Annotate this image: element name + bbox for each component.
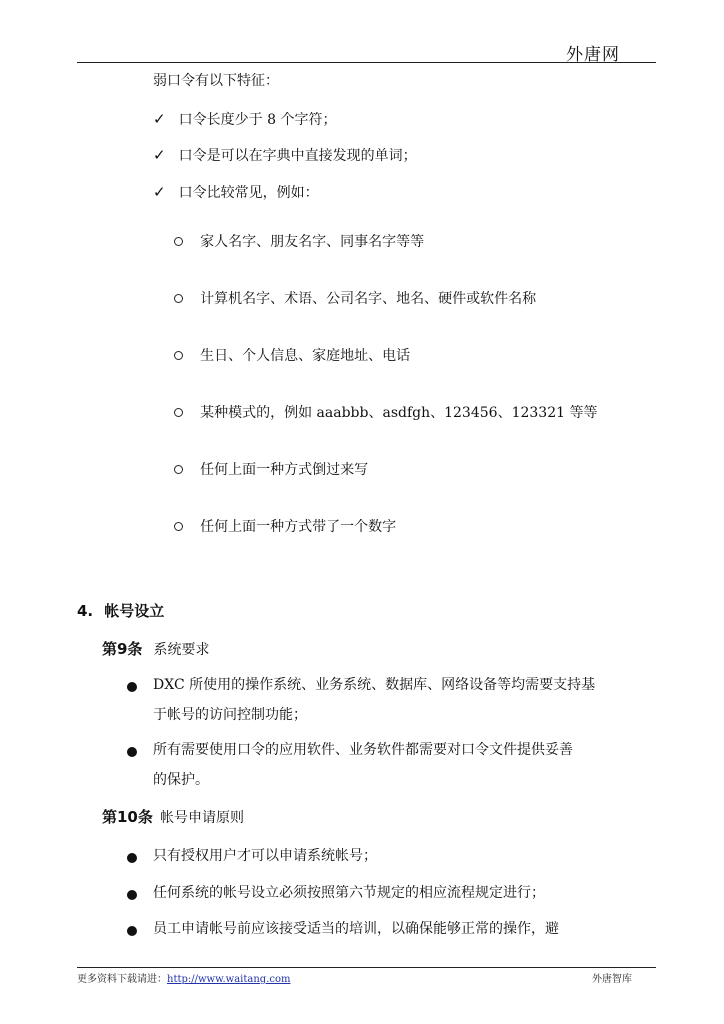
example-text: 计算机名字、术语、公司名字、地名、硬件或软件名称: [200, 291, 537, 307]
article-10-heading: [102, 806, 244, 827]
article-title: 系统要求: [153, 642, 210, 658]
circle-bullet-icon: [174, 237, 183, 246]
checkmark-icon: ✓: [153, 183, 166, 201]
bullet-text: DXC 所使用的操作系统、业务系统、数据库、网络设备等均需要支持基: [153, 677, 596, 693]
bullet-text-cont: 的保护。: [153, 772, 209, 788]
footer-download-note: [77, 970, 290, 985]
bullet-dot-icon: [127, 682, 137, 692]
footer-rule: [77, 967, 656, 968]
section-heading: [77, 600, 164, 621]
feature-item: [153, 182, 319, 202]
example-text: 某种模式的，例如 aaabbb、asdfgh、123456、123321 等等: [200, 405, 598, 421]
bullet-dot-icon: [127, 890, 137, 900]
feature-item: [153, 145, 417, 165]
header-rule: [77, 62, 656, 63]
bullet-item: [127, 921, 137, 940]
example-text: 任何上面一种方式倒过来写: [200, 462, 369, 478]
bullet-item: [127, 677, 137, 696]
bullet-text: 员工申请帐号前应该接受适当的培训，以确保能够正常的操作，避: [153, 921, 559, 937]
bullet-text: 只有授权用户才可以申请系统帐号；: [153, 848, 377, 864]
circle-bullet-icon: [174, 465, 183, 474]
bullet-item: [127, 885, 137, 904]
article-label: 第10条: [102, 808, 153, 826]
feature-text: 口令比较常见，例如：: [178, 185, 319, 201]
feature-item: [153, 109, 336, 129]
bullet-dot-icon: [127, 926, 137, 936]
intro-text: 弱口令有以下特征：: [153, 73, 279, 89]
footer-link[interactable]: http://www.waitang.com: [167, 974, 291, 985]
bullet-dot-icon: [127, 853, 137, 863]
checkmark-icon: ✓: [153, 110, 166, 128]
feature-text: 口令是可以在字典中直接发现的单词；: [178, 148, 417, 164]
example-item: [174, 516, 396, 536]
article-label: 第9条: [102, 640, 143, 658]
example-text: 家人名字、朋友名字、同事名字等等: [200, 234, 425, 250]
bullet-item: [127, 742, 137, 761]
example-item: [174, 288, 536, 308]
bullet-text: 任何系统的帐号设立必须按照第六节规定的相应流程规定进行；: [153, 885, 545, 901]
circle-bullet-icon: [174, 294, 183, 303]
bullet-item: [127, 848, 137, 867]
section-title: 帐号设立: [104, 602, 165, 620]
article-9-heading: [102, 638, 210, 659]
bullet-text-cont: 于帐号的访问控制功能；: [153, 707, 307, 723]
header-brand: 外唐网: [566, 45, 620, 65]
example-item: [174, 231, 424, 251]
bullet-text: 所有需要使用口令的应用软件、业务软件都需要对口令文件提供妥善: [153, 742, 573, 758]
example-item: [174, 402, 597, 422]
example-text: 生日、个人信息、家庭地址、电话: [200, 348, 411, 364]
example-item: [174, 345, 410, 365]
example-item: [174, 459, 368, 479]
example-text: 任何上面一种方式带了一个数字: [200, 519, 397, 535]
circle-bullet-icon: [174, 522, 183, 531]
checkmark-icon: ✓: [153, 146, 166, 164]
footer-brand: 外唐智库: [592, 974, 632, 985]
circle-bullet-icon: [174, 351, 183, 360]
article-title: 帐号申请原则: [159, 810, 244, 826]
footer-prefix: 更多资料下载请进：: [77, 974, 167, 985]
bullet-dot-icon: [127, 747, 137, 757]
feature-text: 口令长度少于 8 个字符；: [178, 112, 337, 128]
circle-bullet-icon: [174, 408, 183, 417]
section-number: 4.: [77, 602, 94, 620]
